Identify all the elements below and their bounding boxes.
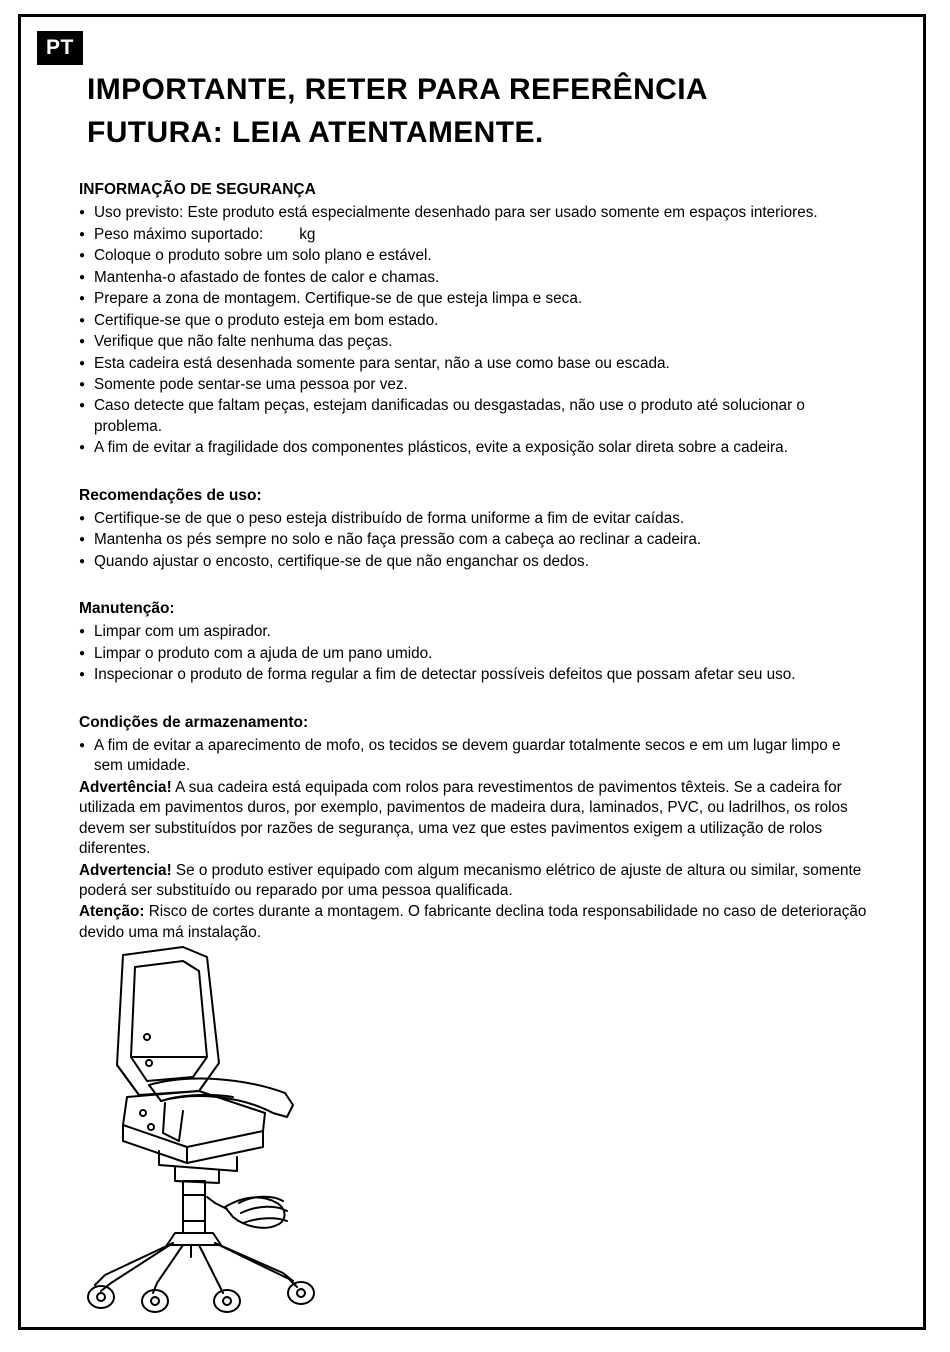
warning-assembly <box>79 902 869 943</box>
section-maintenance <box>79 599 869 685</box>
list-item <box>79 530 869 550</box>
list-item <box>79 268 869 288</box>
safety-bullet-list <box>79 203 869 459</box>
list-item <box>79 354 869 374</box>
list-item <box>79 246 869 266</box>
document-content <box>79 69 869 944</box>
list-item <box>79 509 869 529</box>
page-title-line-1: IMPORTANTE, RETER PARA REFERÊNCIA <box>87 73 708 106</box>
section-usage-recommendations <box>79 486 869 572</box>
list-item-text: Limpar com um aspirador. <box>94 623 271 641</box>
list-item-text: Prepare a zona de montagem. Certifique-se de que esteja limpa e seca. <box>94 290 583 308</box>
list-item-text: Mantenha os pés sempre no solo e não faça pressão com a cabeça ao reclinar a cadeira. <box>94 531 702 549</box>
list-item-text: Certifique-se que o produto esteja em bom estado. <box>94 311 439 329</box>
list-item <box>79 665 869 685</box>
document-page <box>18 14 926 1330</box>
weight-unit-label: kg <box>299 225 316 243</box>
list-item <box>79 225 869 245</box>
section-storage-conditions <box>79 713 869 944</box>
list-item-text: Peso máximo suportado: <box>94 225 264 243</box>
list-item-text: Esta cadeira está desenhada somente para sentar, não a use como base ou escada. <box>94 354 670 372</box>
language-badge: PT <box>37 31 83 65</box>
warning-text: A sua cadeira está equipada com rolos para revestimentos de pavimentos têxteis. Se a cadeira for utilizada em pavimentos duros, por exemplo, pavimentos de madeira dura, laminados, PVC, ou ladrilhos, os rolos devem ser substituídos por razões de segurança, uma vez que estes pavimentos exigem a utilização de rolos diferentes. <box>79 778 848 858</box>
maintenance-bullet-list <box>79 622 869 685</box>
list-item-text: A fim de evitar a aparecimento de mofo, os tecidos se devem guardar totalmente secos e em um lugar limpo e sem umidade. <box>94 736 841 775</box>
warning-text: Risco de cortes durante a montagem. O fabricante declina toda responsabilidade no caso de deterioração devido uma má instalação. <box>79 903 867 941</box>
list-item-text: Limpar o produto com a ajuda de um pano umido. <box>94 644 433 662</box>
list-item <box>79 552 869 572</box>
list-item-text: A fim de evitar a fragilidade dos componentes plásticos, evite a exposição solar direta sobre a cadeira. <box>94 439 788 457</box>
list-item-text: Mantenha-o afastado de fontes de calor e chamas. <box>94 268 440 286</box>
warning-label: Advertência! <box>79 778 172 796</box>
warning-electrical <box>79 861 869 902</box>
list-item <box>79 203 869 223</box>
list-item-text: Inspecionar o produto de forma regular a fim de detectar possíveis defeitos que possam afetar seu uso. <box>94 666 796 684</box>
section-safety-information <box>79 180 869 459</box>
list-item <box>79 438 869 458</box>
list-item <box>79 375 869 395</box>
warning-label: Atenção: <box>79 903 145 921</box>
storage-bullet-list <box>79 736 869 777</box>
list-item <box>79 736 869 777</box>
page-title-line-2: FUTURA: LEIA ATENTAMENTE. <box>87 115 544 149</box>
list-item <box>79 644 869 664</box>
list-item-text: Verifique que não falte nenhuma das peças. <box>94 333 393 351</box>
warning-text: Se o produto estiver equipado com algum mecanismo elétrico de ajuste de altura ou similar, somente poderá ser substituído ou reparado por uma pessoa qualificada. <box>79 861 862 899</box>
office-chair-illustration <box>87 945 367 1315</box>
page-title <box>87 69 869 154</box>
list-item <box>79 289 869 309</box>
usage-bullet-list <box>79 509 869 572</box>
list-item-text: Uso previsto: Este produto está especialmente desenhado para ser usado somente em espaços interiores. <box>94 204 818 222</box>
list-item <box>79 396 869 437</box>
warning-castors <box>79 778 869 860</box>
list-item-text: Somente pode sentar-se uma pessoa por vez. <box>94 375 408 393</box>
list-item-text: Quando ajustar o encosto, certifique-se de que não enganchar os dedos. <box>94 552 589 570</box>
list-item <box>79 332 869 352</box>
section-heading: INFORMAÇÃO DE SEGURANÇA <box>79 181 316 199</box>
list-item <box>79 311 869 331</box>
list-item-text: Coloque o produto sobre um solo plano e estável. <box>94 247 432 265</box>
warning-label: Advertencia! <box>79 861 172 879</box>
section-heading: Recomendações de uso: <box>79 486 262 504</box>
list-item-text: Caso detecte que faltam peças, estejam danificadas ou desgastadas, não use o produto até solucionar o problema. <box>94 397 805 435</box>
list-item <box>79 622 869 642</box>
section-heading: Manutenção: <box>79 600 175 618</box>
section-heading: Condições de armazenamento: <box>79 713 309 731</box>
list-item-text: Certifique-se de que o peso esteja distribuído de forma uniforme a fim de evitar caídas. <box>94 509 685 527</box>
